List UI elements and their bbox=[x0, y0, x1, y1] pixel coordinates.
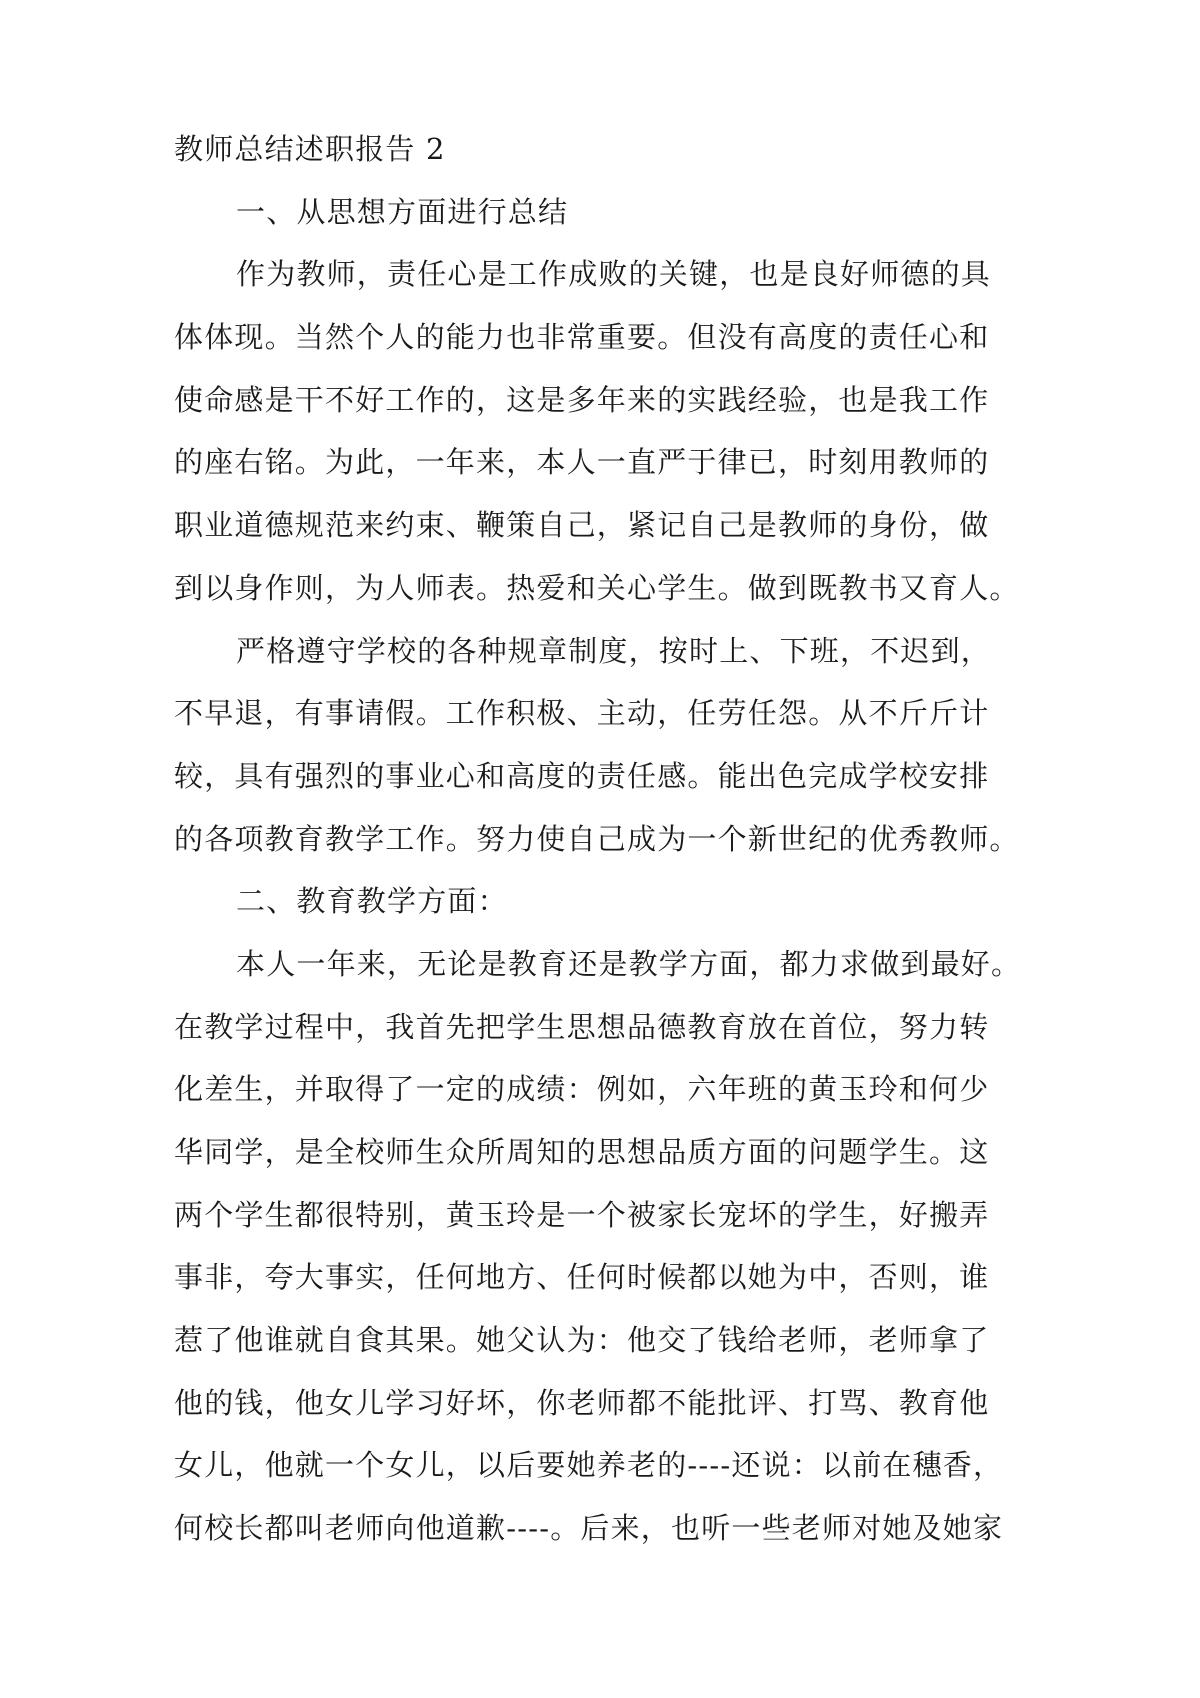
text-line: 他的钱，他女儿学习好坏，你老师都不能批评、打骂、教育他 bbox=[174, 1385, 990, 1420]
text-line: 作为教师，责任心是工作成败的关键，也是良好师德的具 bbox=[236, 257, 992, 292]
text-line: 事非，夸大事实，任何地方、任何时候都以她为中，否则，谁 bbox=[174, 1260, 990, 1295]
document-title: 教师总结述职报告 2 bbox=[174, 132, 446, 166]
text-line: 严格遵守学校的各种规章制度，按时上、下班，不迟到， bbox=[236, 633, 992, 668]
paragraph-lines bbox=[174, 181, 1044, 1560]
text-line: 两个学生都很特别，黄玉玲是一个被家长宠坏的学生，好搬弄 bbox=[174, 1197, 990, 1232]
text-line: 在教学过程中，我首先把学生思想品德教育放在首位，努力转 bbox=[174, 1009, 990, 1044]
text-line: 较，具有强烈的事业心和高度的责任感。能出色完成学校安排 bbox=[174, 758, 990, 793]
text-line: 二、教育教学方面： bbox=[236, 884, 508, 919]
text-line: 华同学，是全校师生众所周知的思想品质方面的问题学生。这 bbox=[174, 1135, 990, 1169]
text-line: 体体现。当然个人的能力也非常重要。但没有高度的责任心和 bbox=[174, 320, 990, 355]
text-line: 使命感是干不好工作的，这是多年来的实践经验，也是我工作 bbox=[174, 382, 990, 417]
text-line: 不早退，有事请假。工作积极、主动，任劳任怨。从不斤斤计 bbox=[174, 696, 990, 731]
document-body bbox=[174, 118, 1044, 1560]
text-line: 的座右铭。为此，一年来，本人一直严于律已，时刻用教师的 bbox=[174, 445, 990, 480]
text-line: 职业道德规范来约束、鞭策自己，紧记自己是教师的身份，做 bbox=[174, 508, 990, 543]
text-line: 惹了他谁就自食其果。她父认为：他交了钱给老师，老师拿了 bbox=[174, 1323, 990, 1358]
text-line: 化差生，并取得了一定的成绩：例如，六年班的黄玉玲和何少 bbox=[174, 1072, 990, 1107]
text-line: 何校长都叫老师向他道歉----。后来，也听一些老师对她及她家 bbox=[174, 1511, 1004, 1546]
text-line: 本人一年来，无论是教育还是教学方面，都力求做到最好。 bbox=[236, 946, 1022, 981]
text-line: 到以身作则，为人师表。热爱和关心学生。做到既教书又育人。 bbox=[174, 570, 1020, 605]
text-line: 女儿，他就一个女儿，以后要她养老的----还说：以前在穗香， bbox=[174, 1448, 1004, 1483]
text-line: 的各项教育教学工作。努力使自己成为一个新世纪的优秀教师。 bbox=[174, 821, 1020, 856]
text-line: 一、从思想方面进行总结 bbox=[236, 194, 569, 229]
